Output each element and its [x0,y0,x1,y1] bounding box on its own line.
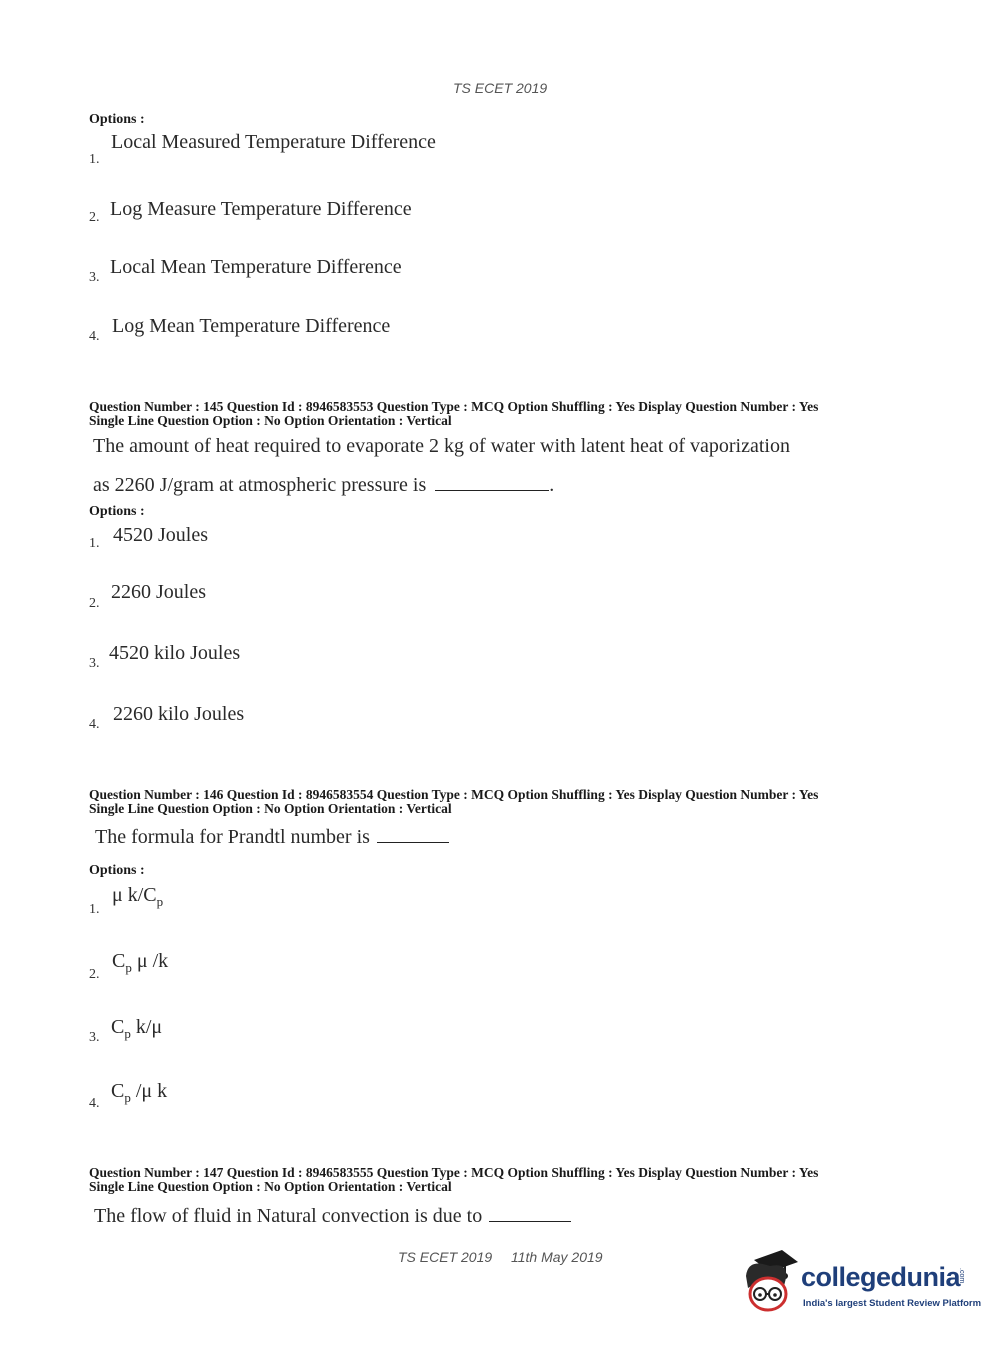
option-number: 1. [89,152,100,167]
option-formula: $C_p$ μ /k [112,950,169,975]
option-number: 1. [89,536,100,551]
question-text-part: The flow of fluid in Natural convection is due to [94,1205,483,1227]
options-label: Options : [89,863,145,878]
option-formula: $C_p$ /μ k [111,1080,168,1105]
option-formula: μ $k/C_p$ [112,884,164,909]
question-text [94,1203,571,1228]
question-meta: Question Number : 145 Question Id : 8946583553 Question Type : MCQ Option Shuffling : Yes Display Question Number : Yes [89,399,819,414]
option-number: 2. [89,596,100,611]
question-meta: Single Line Question Option : No Option Orientation : Vertical [89,1179,452,1194]
question-text: as 2260 J/gram at atmospheric pressure is . [93,474,555,496]
options-label: Options : [89,112,145,127]
logo-suffix: .com [958,1268,965,1284]
option-text: 2260 kilo Joules [113,703,245,725]
option-number: 3. [89,270,100,285]
logo-tagline: India's largest Student Review Platform [803,1298,982,1309]
question-text-part: The formula for Prandtl number is [95,826,370,848]
answer-blank [377,824,449,843]
option-text: 4520 kilo Joules [109,642,241,664]
question-meta: Single Line Question Option : No Option Orientation : Vertical [89,801,452,816]
answer-blank [435,472,549,491]
question-meta: Question Number : 147 Question Id : 8946583555 Question Type : MCQ Option Shuffling : Yes Display Question Number : Yes [89,1165,819,1180]
logo-wordmark: collegedunia [801,1262,961,1292]
question-text-part: as 2260 J/gram at atmospheric pressure is [93,474,427,496]
option-number: 2. [89,210,100,225]
option-text: 2260 Joules [111,581,206,603]
options-label: Options : [89,504,145,519]
option-number: 3. [89,1030,100,1045]
question-meta: Question Number : 146 Question Id : 8946583554 Question Type : MCQ Option Shuffling : Yes Display Question Number : Yes [89,787,819,802]
option-number: 3. [89,656,100,671]
option-text: Local Mean Temperature Difference [110,256,402,278]
answer-blank [489,1203,571,1222]
question-text: The amount of heat required to evaporate 2 kg of water with latent heat of vaporization [93,435,790,457]
collegedunia-logo-icon [740,1248,800,1318]
option-text: 4520 Joules [113,524,208,546]
option-text: Local Measured Temperature Difference [111,131,436,153]
footer-date: 11th May 2019 [511,1249,603,1265]
option-text: Log Mean Temperature Difference [112,315,391,337]
footer-exam: TS ECET 2019 [398,1249,493,1265]
option-number: 4. [89,1096,100,1111]
option-number: 4. [89,717,100,732]
option-number: 1. [89,902,100,917]
option-formula: $C_p$ k/μ [111,1016,163,1041]
question-text [95,824,449,849]
option-number: 2. [89,967,100,982]
option-number: 4. [89,329,100,344]
question-meta: Single Line Question Option : No Option Orientation : Vertical [89,413,452,428]
option-text: Log Measure Temperature Difference [110,198,412,220]
page-header: TS ECET 2019 [453,80,548,96]
